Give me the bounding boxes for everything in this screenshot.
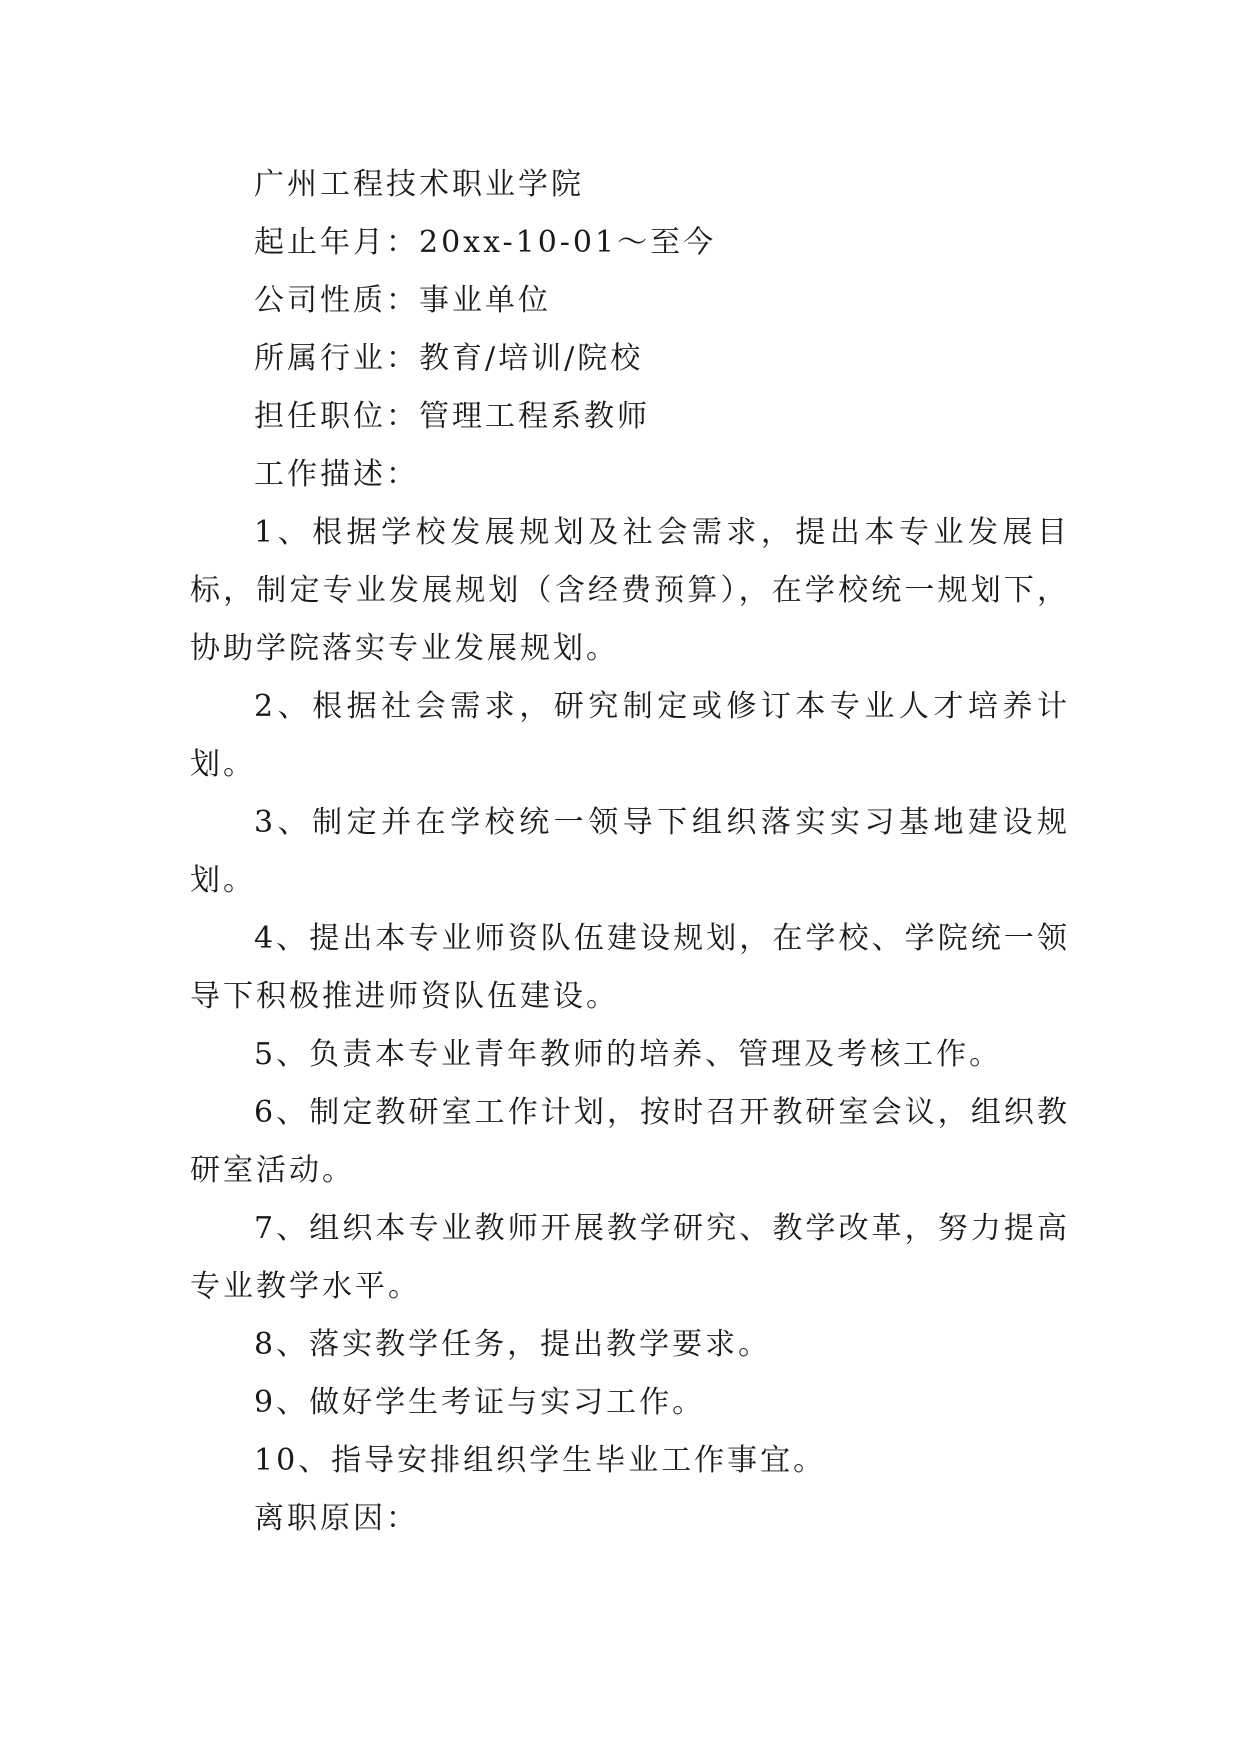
position-line: 担任职位：管理工程系教师 (254, 399, 650, 434)
document-body (190, 156, 1070, 1548)
duty-item-6: 6、制定教研室工作计划，按时召开教研室会议，组织教研室活动。 (190, 1095, 1070, 1188)
job-description-heading: 工作描述： (254, 457, 419, 492)
leaving-reason-heading: 离职原因： (254, 1501, 419, 1536)
duty-item-2: 2、根据社会需求，研究制定或修订本专业人才培养计划。 (190, 689, 1070, 782)
duty-item-9: 9、做好学生考证与实习工作。 (254, 1385, 706, 1420)
duty-item-1: 1、根据学校发展规划及社会需求，提出本专业发展目标，制定专业发展规划（含经费预算），在学校统一规划下，协助学院落实专业发展规划。 (190, 515, 1070, 666)
company-type-line: 公司性质：事业单位 (254, 283, 551, 318)
duty-item-3: 3、制定并在学校统一领导下组织落实实习基地建设规划。 (190, 805, 1070, 898)
period-line: 起止年月：20xx-10-01～至今 (254, 225, 717, 260)
duty-item-8: 8、落实教学任务，提出教学要求。 (254, 1327, 772, 1362)
duty-item-10: 10、指导安排组织学生毕业工作事宜。 (254, 1443, 827, 1478)
duty-item-4: 4、提出本专业师资队伍建设规划，在学校、学院统一领导下积极推进师资队伍建设。 (190, 921, 1070, 1014)
industry-line: 所属行业：教育/培训/院校 (254, 341, 644, 376)
duty-item-7: 7、组织本专业教师开展教学研究、教学改革，努力提高专业教学水平。 (190, 1211, 1070, 1304)
duty-item-5: 5、负责本专业青年教师的培养、管理及考核工作。 (254, 1037, 1003, 1072)
school-name: 广州工程技术职业学院 (254, 167, 584, 202)
